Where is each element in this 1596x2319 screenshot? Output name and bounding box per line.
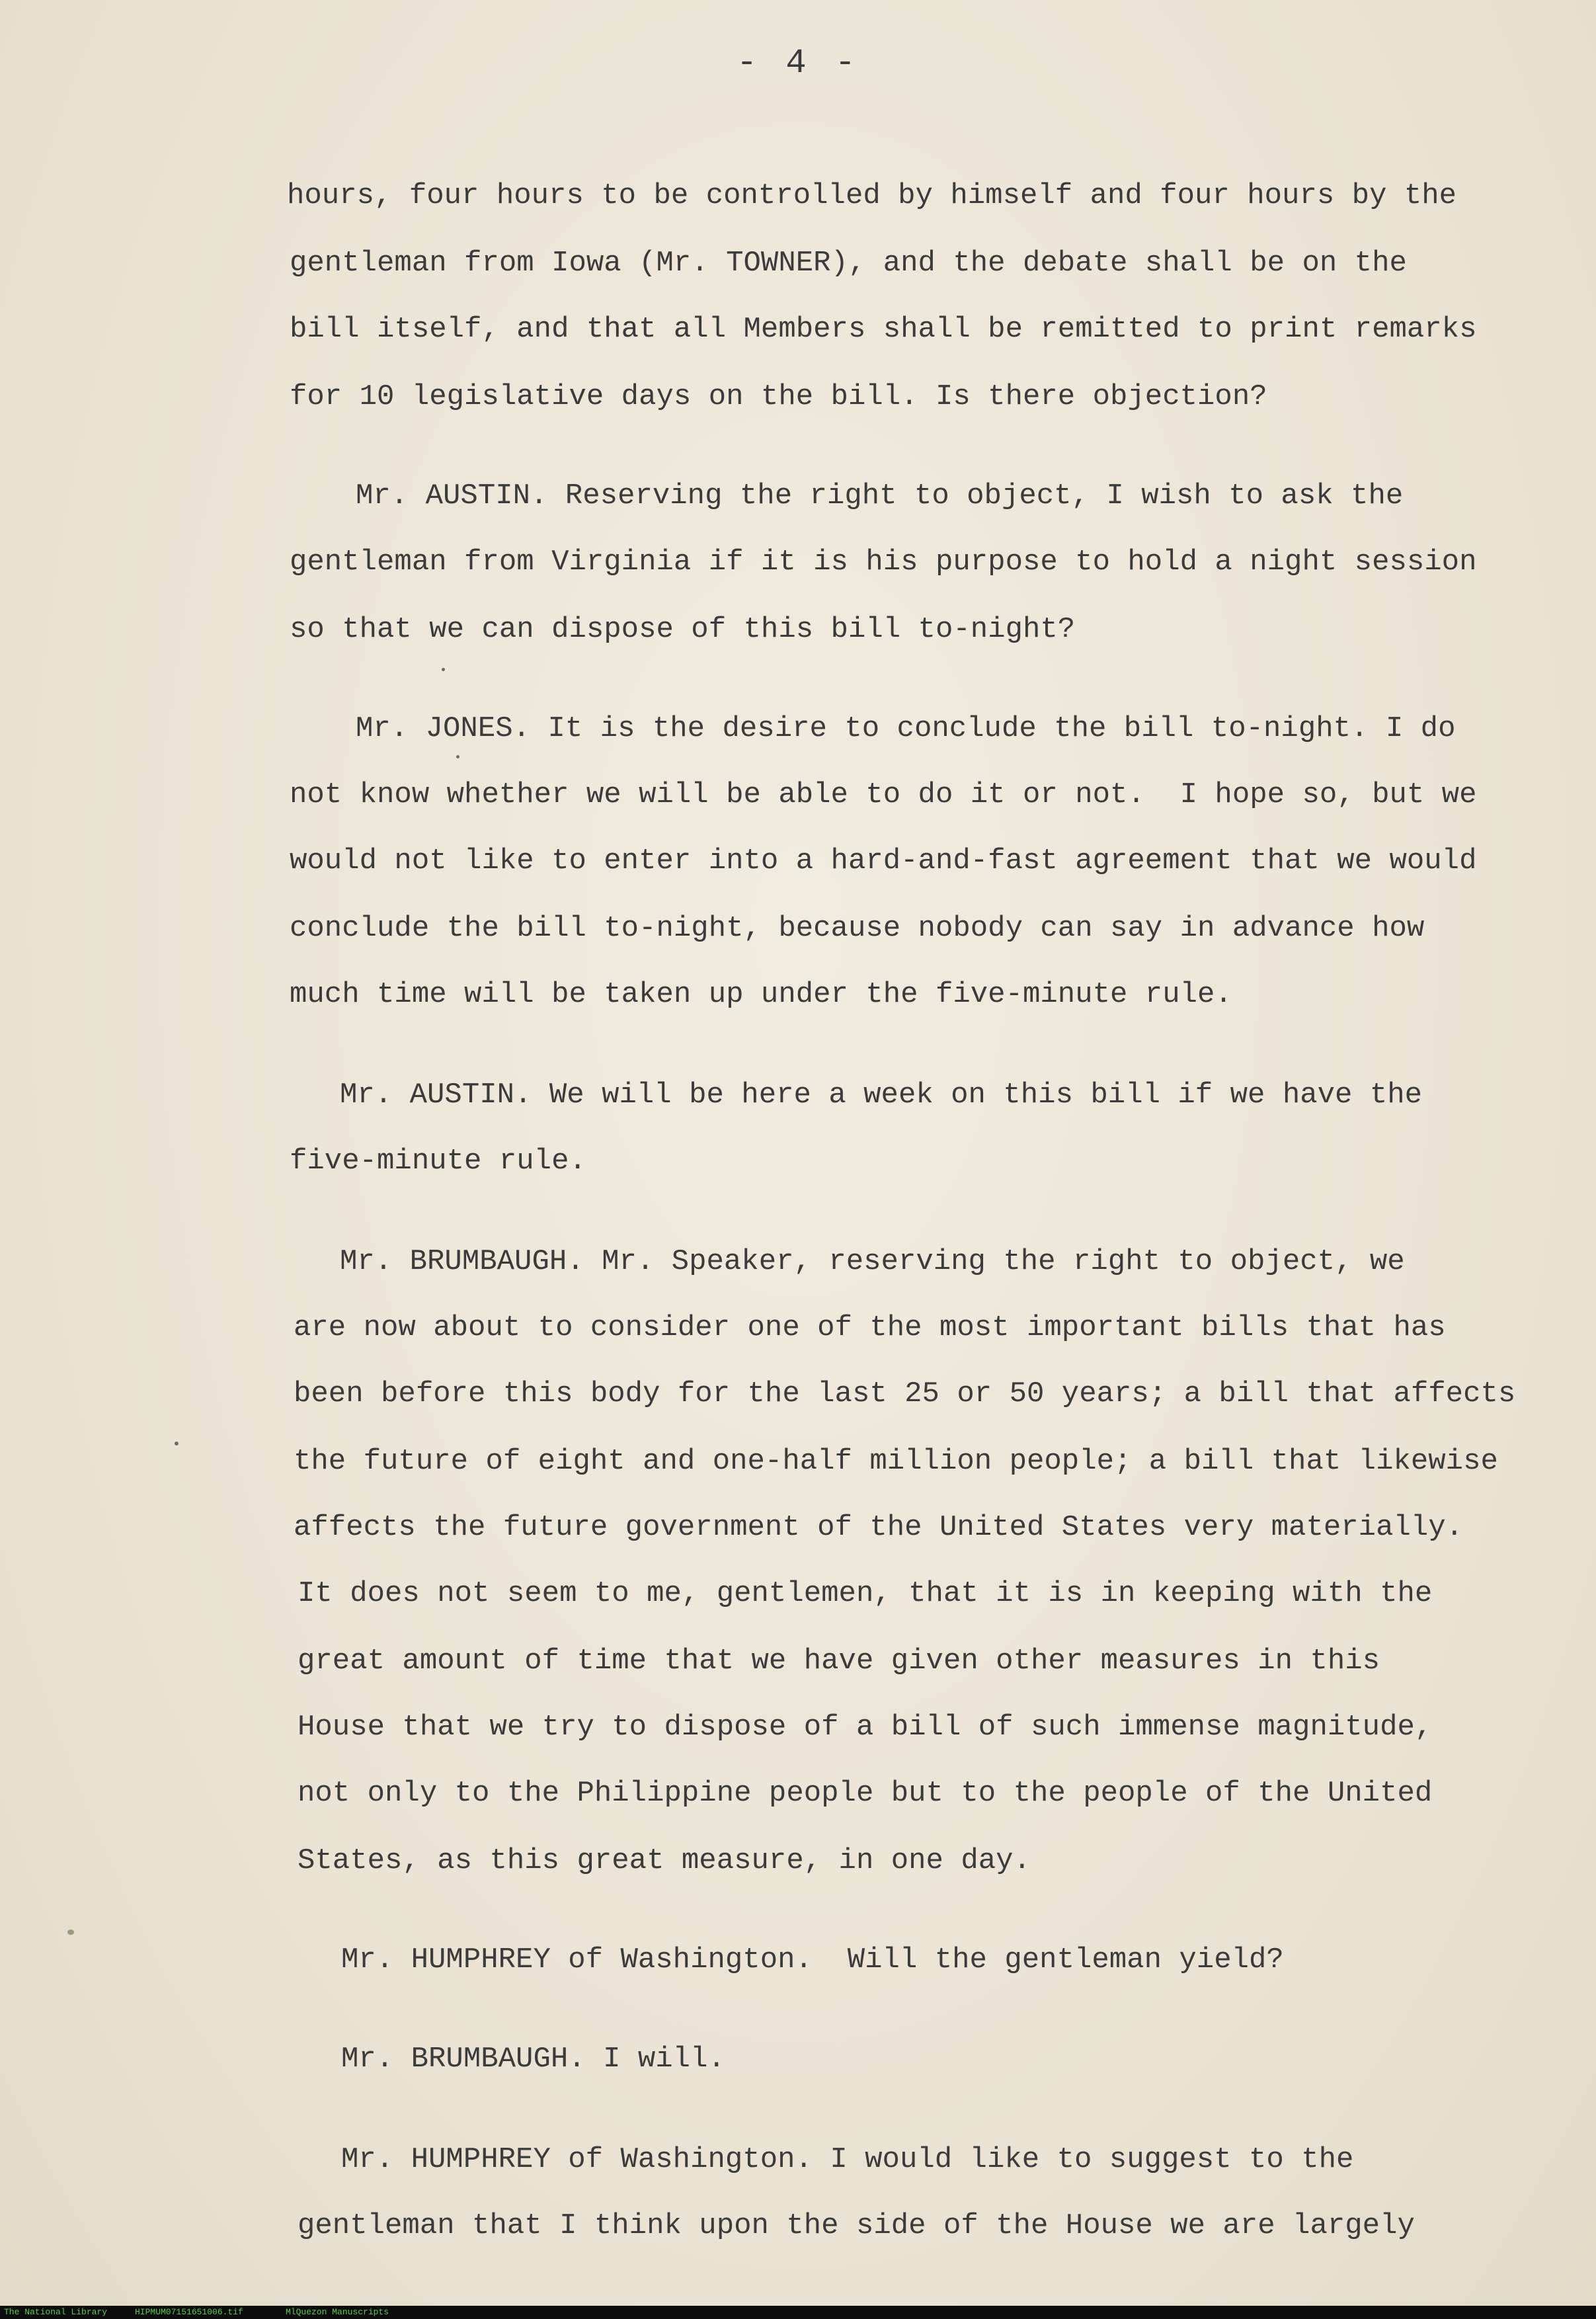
text-line: gentleman that I think upon the side of the House we are largely bbox=[298, 2209, 1415, 2242]
text-line: for 10 legislative days on the bill. Is there objection? bbox=[290, 380, 1267, 413]
paper-speck bbox=[67, 1930, 74, 1935]
text-line: are now about to consider one of the most important bills that has bbox=[294, 1311, 1446, 1344]
text-line: gentleman from Iowa (Mr. TOWNER), and the debate shall be on the bbox=[290, 247, 1407, 280]
footer-collection: MlQuezon Manuscripts bbox=[286, 2307, 389, 2317]
footer-file: HIPMUM07151651006.tif bbox=[135, 2307, 243, 2317]
footer-library: The National Library bbox=[4, 2307, 108, 2317]
text-line: Mr. BRUMBAUGH. I will. bbox=[341, 2043, 725, 2076]
text-line: been before this body for the last 25 or 50 years; a bill that affects bbox=[294, 1377, 1516, 1410]
text-line: not only to the Philippine people but to the people of the United bbox=[298, 1777, 1433, 1810]
text-line: Mr. JONES. It is the desire to conclude the bill to-night. I do bbox=[356, 712, 1456, 745]
text-line: much time will be taken up under the five-minute rule. bbox=[290, 978, 1232, 1011]
paper-speck bbox=[456, 755, 459, 758]
text-line: Mr. AUSTIN. Reserving the right to object, I wish to ask the bbox=[356, 479, 1404, 512]
text-line: Mr. AUSTIN. We will be here a week on this bill if we have the bbox=[340, 1078, 1423, 1112]
text-line: Mr. BRUMBAUGH. Mr. Speaker, reserving the right to object, we bbox=[340, 1245, 1405, 1278]
text-line: gentleman from Virginia if it is his purpose to hold a night session bbox=[290, 546, 1477, 579]
text-line: affects the future government of the United States very materially. bbox=[294, 1511, 1464, 1544]
text-line: conclude the bill to-night, because nobody can say in advance how bbox=[290, 912, 1425, 945]
text-line: It does not seem to me, gentlemen, that it is in keeping with the bbox=[298, 1577, 1433, 1610]
text-line: House that we try to dispose of a bill of such immense magnitude, bbox=[298, 1711, 1433, 1744]
text-line: Mr. HUMPHREY of Washington. Will the gentleman yield? bbox=[341, 1943, 1284, 1976]
text-line: five-minute rule. bbox=[290, 1145, 586, 1178]
text-line: bill itself, and that all Members shall be remitted to print remarks bbox=[290, 313, 1477, 346]
text-line: States, as this great measure, in one day. bbox=[298, 1844, 1031, 1877]
paper-speck bbox=[175, 1442, 179, 1445]
text-line: not know whether we will be able to do it or not. I hope so, but we bbox=[290, 778, 1477, 811]
page-number: - 4 - bbox=[736, 44, 860, 83]
paper-speck bbox=[442, 668, 445, 671]
text-line: would not like to enter into a hard-and-fast agreement that we would bbox=[290, 844, 1477, 877]
text-line: so that we can dispose of this bill to-night? bbox=[290, 613, 1076, 646]
text-line: hours, four hours to be controlled by himself and four hours by the bbox=[287, 179, 1457, 212]
text-line: great amount of time that we have given other measures in this bbox=[298, 1645, 1380, 1678]
text-line: Mr. HUMPHREY of Washington. I would like to suggest to the bbox=[341, 2143, 1354, 2176]
text-line: the future of eight and one-half million people; a bill that likewise bbox=[294, 1445, 1498, 1478]
scan-footer-bar bbox=[0, 2306, 1596, 2319]
